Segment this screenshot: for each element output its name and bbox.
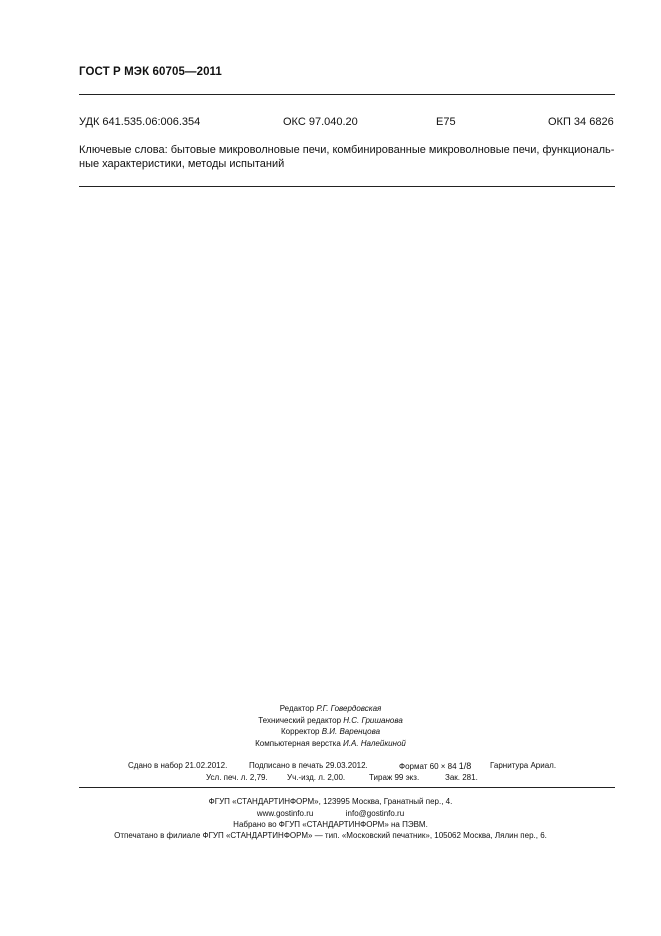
corrector-label: Корректор xyxy=(280,727,320,736)
credit-editor xyxy=(0,703,661,715)
publisher-address: ФГУП «СТАНДАРТИНФОРМ», 123995 Москва, Гранатный пер., 4. xyxy=(208,797,453,806)
print-sheets: Усл. печ. л. 2,79. xyxy=(206,773,268,782)
publisher-contacts xyxy=(0,808,661,820)
divider-keywords xyxy=(79,186,615,187)
credit-tech-editor xyxy=(0,715,661,727)
format-fraction: 1/8 xyxy=(458,761,472,771)
font-info: Гарнитура Ариал. xyxy=(490,761,557,770)
format-info xyxy=(399,761,471,771)
tech-editor-name: Н.С. Гришанова xyxy=(343,716,403,725)
corrector-name: В.И. Варенцова xyxy=(321,727,381,736)
order-number: Зак. 281. xyxy=(445,773,478,782)
website-link[interactable]: www.gostinfo.ru xyxy=(256,809,314,818)
editor-label: Редактор xyxy=(279,704,315,713)
pub-sheets: Уч.-изд. л. 2,00. xyxy=(287,773,346,782)
okp-code: ОКП 34 6826 xyxy=(548,116,614,128)
typeset-info: Набрано во ФГУП «СТАНДАРТИНФОРМ» на ПЭВМ. xyxy=(233,820,428,829)
divider-top xyxy=(79,94,615,95)
udk-code: УДК 641.535.06:006.354 xyxy=(79,116,201,128)
printed-info: Отпечатано в филиале ФГУП «СТАНДАРТИНФОРМ» — тип. «Московский печатник», 105062 Москва, Лялин пер., 6. xyxy=(114,831,547,840)
standard-code: ГОСТ Р МЭК 60705—2011 xyxy=(79,66,222,78)
editor-name: Р.Г. Говердовская xyxy=(316,704,382,713)
oks-code: ОКС 97.040.20 xyxy=(283,116,358,128)
submitted-date: Сдано в набор 21.02.2012. xyxy=(128,761,228,770)
credit-layout xyxy=(0,738,661,750)
keywords-text: Ключевые слова: бытовые микроволновые печи, комбинированные микроволновые печи, функциональ-ные характеристики, методы испытаний xyxy=(79,144,615,170)
credit-corrector xyxy=(0,726,661,738)
print-run: Тираж 99 экз. xyxy=(369,773,420,782)
tech-editor-label: Технический редактор xyxy=(258,716,342,725)
layout-label: Компьютерная верстка xyxy=(255,739,341,748)
signed-date: Подписано в печать 29.03.2012. xyxy=(249,761,368,770)
group-code: Е75 xyxy=(436,116,456,128)
email-link[interactable]: info@gostinfo.ru xyxy=(345,809,405,818)
format-label: Формат 60 × 84 xyxy=(399,762,457,771)
layout-name: И.А. Налейкиной xyxy=(343,739,406,748)
divider-bottom xyxy=(79,787,615,788)
